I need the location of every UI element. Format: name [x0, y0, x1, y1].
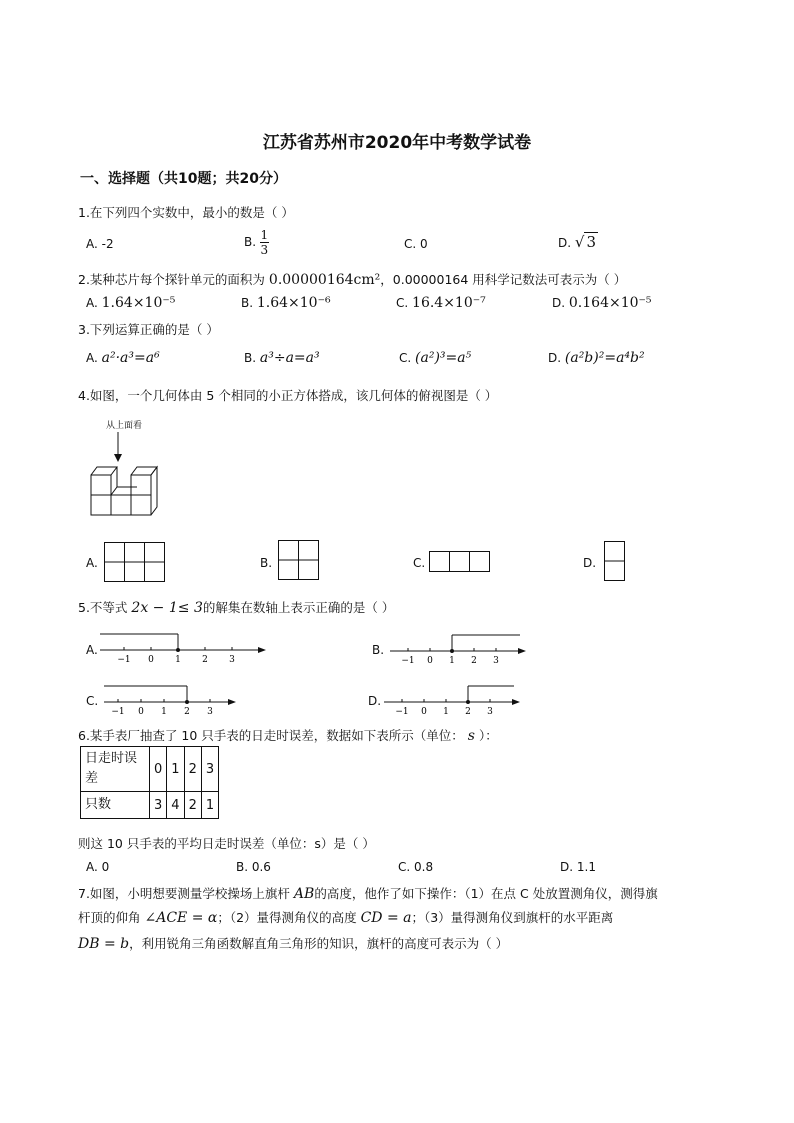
page-title: 江苏省苏州市2020年中考数学试卷: [262, 133, 532, 153]
q6-stem-unit: s: [467, 728, 475, 744]
q2-stem-pre: 2.某种芯片每个探针单元的面积为: [78, 272, 265, 287]
q1-option-c[interactable]: C. 0: [404, 237, 428, 251]
table-cell: 4: [167, 792, 184, 819]
table-cell: 0: [150, 747, 167, 792]
question-6-stem: [78, 726, 498, 744]
number-line-c: [104, 684, 240, 716]
q3-option-c-value: (a²)³=a⁵: [415, 350, 472, 366]
question-4-stem: 4.如图，一个几何体由 5 个相同的小正方体搭成，该几何体的俯视图是（ ）: [78, 388, 498, 403]
tick-label: −1: [111, 707, 125, 717]
table-row-header: 日走时误差: [81, 747, 150, 792]
q2-option-c-value: 16.4×10⁻⁷: [412, 295, 486, 311]
question-7-line-1: [78, 884, 658, 902]
q5-option-d[interactable]: D.: [368, 694, 382, 708]
question-7-line-2: [78, 908, 613, 926]
q7-line2-pre: 杆顶的仰角: [78, 910, 141, 925]
q7-line3-post: ，利用锐角三角函数解直角三角形的知识，旗杆的高度可表示为（ ）: [129, 936, 509, 951]
q5-option-c[interactable]: C.: [86, 694, 99, 708]
number-line-d: [384, 684, 524, 716]
q7-line2-math2: CD = a: [360, 910, 412, 926]
tick-label: 2: [471, 656, 477, 666]
question-1-stem: 1.在下列四个实数中，最小的数是（ ）: [78, 205, 294, 220]
q5-option-a[interactable]: A.: [86, 643, 98, 657]
q6-stem-post: ）：: [478, 728, 498, 743]
tick-label: 2: [184, 707, 190, 717]
q3-option-a[interactable]: [86, 350, 160, 366]
endpoint-dot: [466, 700, 470, 704]
q2-option-d-label: D.: [552, 296, 566, 310]
table-cell: 2: [184, 792, 201, 819]
q2-option-a-label: A.: [86, 296, 98, 310]
q6-option-b[interactable]: B. 0.6: [236, 860, 271, 874]
tick-label: 3: [207, 707, 213, 717]
q6-option-c[interactable]: C. 0.8: [398, 860, 434, 874]
table-cell: 1: [201, 792, 218, 819]
q5-option-b[interactable]: B.: [372, 643, 385, 657]
q7-line1-pre: 7.如图，小明想要测量学校操场上旗杆: [78, 886, 290, 901]
view-direction-label: 从上面看: [106, 421, 143, 431]
q3-option-d-label: D.: [548, 351, 562, 365]
tick-label: 2: [465, 707, 471, 717]
q4-option-d-figure: [604, 541, 626, 581]
tick-label: 1: [161, 707, 167, 717]
table-cell: 3: [150, 792, 167, 819]
q2-option-d[interactable]: [552, 295, 652, 311]
q1-option-d-label: D.: [558, 236, 572, 250]
table-cell: 2: [184, 747, 201, 792]
q7-line1-math: AB: [293, 886, 315, 902]
q4-option-b-figure: [278, 540, 320, 580]
number-line-arrow: [518, 648, 526, 654]
number-line-arrow: [258, 647, 266, 653]
q5-stem-post: 的解集在数轴上表示正确的是（ ）: [202, 600, 395, 615]
q7-line3-math: DB = b: [78, 936, 130, 952]
q1-option-b-label: B.: [244, 235, 257, 249]
tick-label: 1: [175, 655, 181, 665]
tick-label: 3: [229, 655, 235, 665]
q4-option-b[interactable]: B.: [260, 556, 273, 570]
q5-stem-pre: 5.不等式: [78, 600, 128, 615]
question-7-line-3: [78, 934, 508, 952]
q1-option-b[interactable]: [244, 229, 269, 256]
number-line-b: [390, 633, 530, 665]
question-2-stem: [78, 270, 626, 288]
table-cell: 3: [201, 747, 218, 792]
sqrt-symbol: √ 3: [574, 233, 596, 251]
q3-option-b[interactable]: [244, 350, 320, 366]
q3-option-a-label: A.: [86, 351, 98, 365]
question-6-follow: 则这 10 只手表的平均日走时误差（单位：s）是（ ）: [78, 836, 375, 851]
radicand: 3: [586, 233, 596, 251]
tick-label: −1: [395, 707, 409, 717]
q4-option-c[interactable]: C.: [413, 556, 426, 570]
q4-option-c-figure: [429, 551, 491, 573]
q2-option-d-value: 0.164×10⁻⁵: [568, 295, 652, 311]
q7-line2-post: ；（3）量得测角仪到旗杆的水平距离: [411, 910, 614, 925]
q4-option-a-figure: [104, 542, 166, 582]
q4-option-d[interactable]: D.: [583, 556, 597, 570]
number-line-arrow: [512, 699, 520, 705]
tick-label: 0: [148, 655, 154, 665]
tick-label: 1: [443, 707, 449, 717]
tick-label: 0: [421, 707, 427, 717]
q2-option-a[interactable]: [86, 295, 175, 311]
numerator: 1: [260, 228, 269, 242]
q4-option-a[interactable]: A.: [86, 556, 98, 570]
table-row: [81, 747, 219, 792]
section-heading: 一、选择题（共10题；共20分）: [80, 171, 287, 187]
q1-option-a[interactable]: A. -2: [86, 237, 114, 251]
error-data-table: [80, 746, 219, 819]
q6-option-d[interactable]: D. 1.1: [560, 860, 596, 874]
table-cell: 1: [167, 747, 184, 792]
fraction: [260, 229, 269, 256]
tick-label: 0: [138, 707, 144, 717]
q2-option-a-value: 1.64×10⁻⁵: [101, 295, 176, 311]
q2-option-c[interactable]: [396, 295, 486, 311]
q6-option-a[interactable]: A. 0: [86, 860, 110, 874]
q2-stem-math: 0.00000164cm²: [268, 272, 381, 288]
q2-option-c-label: C.: [396, 296, 409, 310]
tick-label: −1: [117, 655, 131, 665]
q3-option-c[interactable]: [399, 350, 471, 366]
q3-option-d-value: (a²b)²=a⁴b²: [564, 350, 645, 366]
number-line-a: [100, 630, 270, 666]
q3-option-d[interactable]: [548, 350, 645, 366]
q3-option-a-value: a²·a³=a⁶: [101, 350, 160, 366]
tick-label: 2: [202, 655, 208, 665]
cube-blocks: [91, 467, 157, 515]
question-5-stem: [78, 598, 394, 616]
denominator: 3: [260, 243, 269, 257]
q7-line2-math1: ∠ACE = α: [144, 910, 218, 926]
q2-option-b-value: 1.64×10⁻⁶: [256, 295, 331, 311]
q5-stem-math: 2x − 1≤ 3: [131, 600, 203, 616]
tick-label: 0: [427, 656, 433, 666]
endpoint-dot: [185, 700, 189, 704]
endpoint-dot: [176, 648, 180, 652]
q3-option-b-value: a³÷a=a³: [259, 350, 320, 366]
number-line-arrow: [228, 699, 236, 705]
q3-option-b-label: B.: [244, 351, 257, 365]
arrow-head: [114, 454, 122, 462]
q2-option-b[interactable]: [241, 295, 331, 311]
q2-stem-post: ，0.00000164 用科学记数法可表示为（ ）: [380, 272, 627, 287]
q7-line2-mid: ；（2）量得测角仪的高度: [217, 910, 357, 925]
tick-label: 3: [493, 656, 499, 666]
table-row: [81, 792, 219, 819]
question-3-stem: 3.下列运算正确的是（ ）: [78, 322, 219, 337]
tick-label: 3: [487, 707, 493, 717]
cube-solid-figure: [88, 430, 168, 520]
q6-stem-pre: 6.某手表厂抽查了 10 只手表的日走时误差，数据如下表所示（单位：: [78, 728, 464, 743]
q3-option-c-label: C.: [399, 351, 412, 365]
tick-label: 1: [449, 656, 455, 666]
endpoint-dot: [450, 649, 454, 653]
q2-option-b-label: B.: [241, 296, 254, 310]
table-row-header: 只数: [81, 792, 150, 819]
q1-option-d[interactable]: [558, 233, 598, 251]
tick-label: −1: [401, 656, 415, 666]
q7-line1-post: 的高度，他作了如下操作：（1）在点 C 处放置测角仪，测得旗: [314, 886, 658, 901]
